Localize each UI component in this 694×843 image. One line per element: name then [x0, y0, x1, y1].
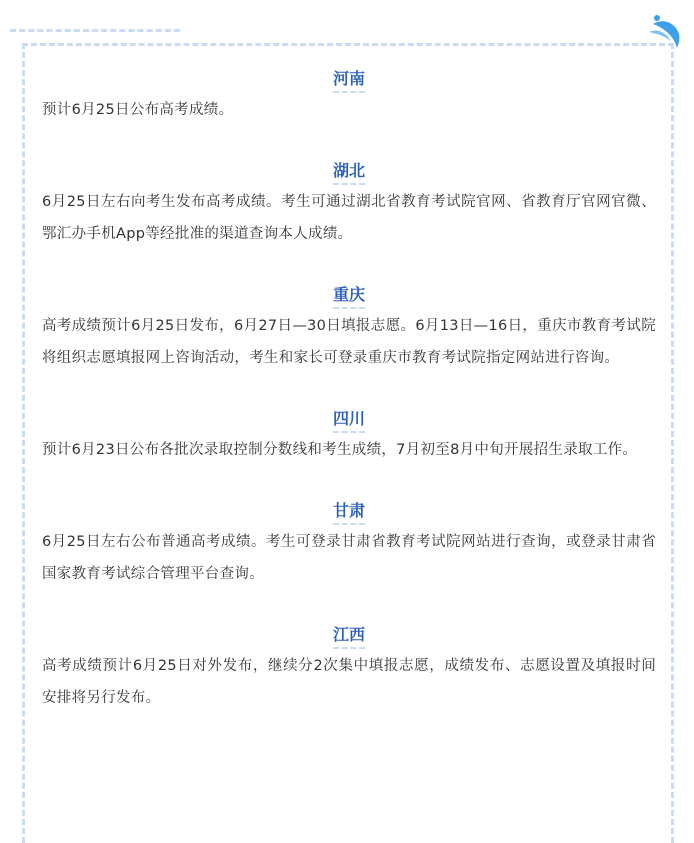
region-paragraph: 6月25日左右向考生发布高考成绩。考生可通过湖北省教育考试院官网、省教育厅官网官微、鄂汇办手机App等经批准的渠道查询本人成绩。: [42, 194, 656, 242]
region-title: 湖北: [42, 156, 656, 186]
region-title: 江西: [42, 620, 656, 650]
region-paragraph: 预计6月23日公布各批次录取控制分数线和考生成绩，7月初至8月中旬开展招生录取工作。: [42, 442, 638, 458]
article-body: [42, 64, 656, 714]
water-splash-icon: [645, 10, 687, 52]
region-paragraph: 高考成绩预计6月25日发布，6月27日—30日填报志愿。6月13日—16日，重庆市教育考试院将组织志愿填报网上咨询活动，考生和家长可登录重庆市教育考试院指定网站进行咨询。: [42, 318, 656, 366]
region-section-henan: [42, 64, 656, 126]
region-section-sichuan: [42, 404, 656, 466]
region-paragraph: 预计6月25日公布高考成绩。: [42, 102, 234, 118]
region-title: 重庆: [42, 280, 656, 310]
region-title: 四川: [42, 404, 656, 434]
region-section-hubei: [42, 156, 656, 250]
region-section-gansu: [42, 496, 656, 590]
region-title: 甘肃: [42, 496, 656, 526]
region-paragraph: 高考成绩预计6月25日对外发布，继续分2次集中填报志愿，成绩发布、志愿设置及填报时间安排将另行发布。: [42, 658, 656, 706]
region-section-chongqing: [42, 280, 656, 374]
region-paragraph: 6月25日左右公布普通高考成绩。考生可登录甘肃省教育考试院网站进行查询，或登录甘肃省国家教育考试综合管理平台查询。: [42, 534, 656, 582]
region-section-jiangxi: [42, 620, 656, 714]
region-title: 河南: [42, 64, 656, 94]
top-dashed-line: [10, 29, 180, 32]
